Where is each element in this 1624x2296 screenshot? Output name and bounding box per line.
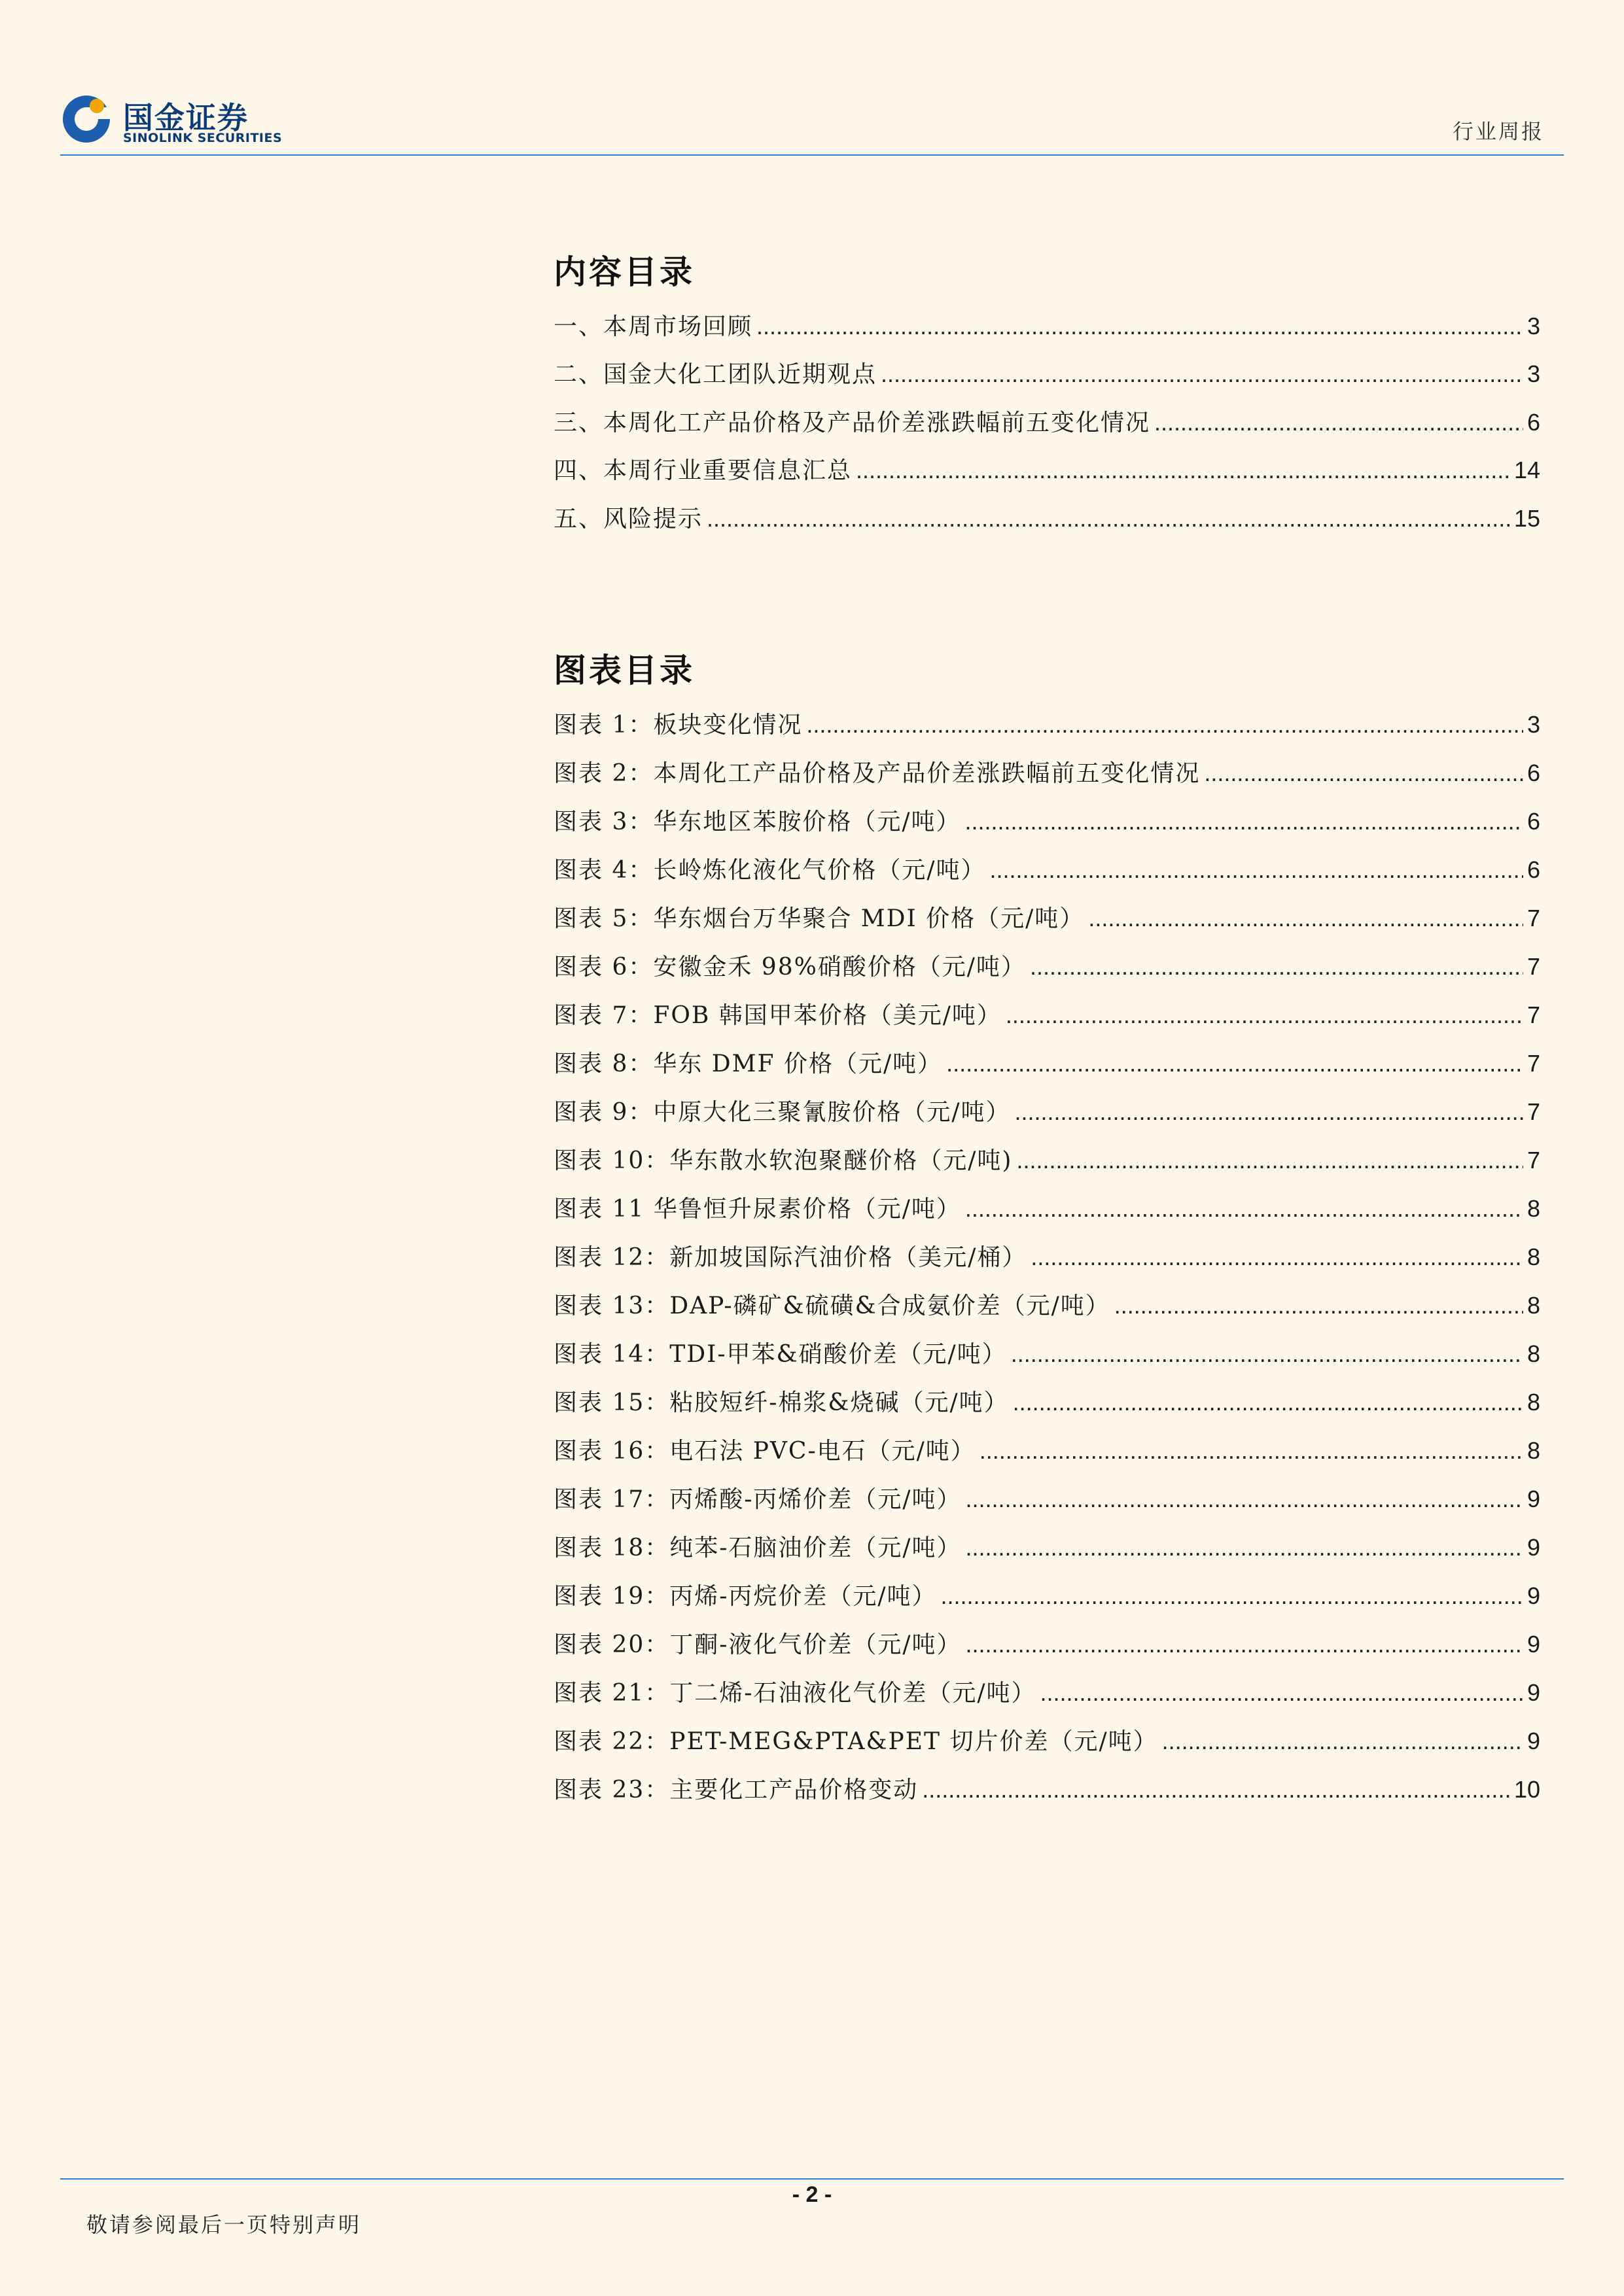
figure-entry-label: 图表 21：丁二烯-石油液化气价差（元/吨） — [554, 1680, 1036, 1707]
figure-entry-page: 8 — [1527, 1389, 1540, 1416]
figure-entry-label: 图表 6：安徽金禾 98%硝酸价格（元/吨） — [554, 954, 1026, 981]
figure-entry-label: 图表 4：长岭炼化液化气价格（元/吨） — [554, 857, 986, 884]
toc-entry-label: 五、风险提示 — [554, 505, 703, 532]
figure-entry-label: 图表 7：FOB 韩国甲苯价格（美元/吨） — [554, 1002, 1002, 1029]
figure-entry-label: 图表 19：丙烯-丙烷价差（元/吨） — [554, 1583, 937, 1610]
dot-leader — [1204, 749, 1523, 797]
figure-entry[interactable] — [554, 1281, 1540, 1330]
figure-entry-page: 8 — [1527, 1195, 1540, 1222]
figure-entry-label: 图表 8：华东 DMF 价格（元/吨） — [554, 1051, 943, 1077]
figure-entry-page: 7 — [1527, 1147, 1540, 1174]
dot-leader — [980, 1427, 1523, 1475]
dot-leader — [856, 446, 1510, 494]
header-divider — [60, 154, 1564, 156]
dot-leader — [1031, 1233, 1523, 1281]
dot-leader — [756, 302, 1523, 350]
figure-entry-page: 9 — [1527, 1582, 1540, 1609]
dot-leader — [946, 1039, 1523, 1088]
figure-entry[interactable] — [554, 1088, 1540, 1136]
figure-entry[interactable] — [554, 1475, 1540, 1523]
table-of-contents — [554, 246, 1540, 542]
figure-entry-page: 8 — [1527, 1292, 1540, 1319]
figure-entry-label: 图表 11 华鲁恒升尿素价格（元/吨） — [554, 1196, 961, 1223]
figure-entry[interactable] — [554, 1765, 1540, 1814]
figure-entry-label: 图表 16：电石法 PVC-电石（元/吨） — [554, 1438, 976, 1465]
figure-entry-label: 图表 20：丁酮-液化气价差（元/吨） — [554, 1631, 962, 1658]
toc-entry[interactable] — [554, 350, 1540, 398]
toc-entry-label: 二、国金大化工团队近期观点 — [554, 361, 877, 389]
figure-entry-page: 7 — [1527, 1050, 1540, 1077]
figure-entry[interactable] — [554, 1378, 1540, 1427]
sinolink-logo-icon — [60, 93, 113, 145]
toc-entry-label: 三、本周化工产品价格及产品价差涨跌幅前五变化情况 — [554, 409, 1151, 436]
figure-entry-page: 8 — [1527, 1244, 1540, 1270]
figure-entry[interactable] — [554, 1136, 1540, 1185]
disclaimer-text: 敬请参阅最后一页特别声明 — [86, 2212, 362, 2237]
dot-leader — [966, 1523, 1523, 1572]
page-number: - 2 - — [792, 2182, 832, 2207]
toc-entry-page: 6 — [1527, 408, 1540, 436]
figure-entry-label: 图表 2：本周化工产品价格及产品价差涨跌幅前五变化情况 — [554, 760, 1201, 787]
figure-list — [554, 701, 1540, 1814]
footer-divider — [60, 2178, 1564, 2180]
figure-entry-page: 9 — [1527, 1534, 1540, 1561]
figure-entry-label: 图表 18：纯苯-石脑油价差（元/吨） — [554, 1535, 962, 1561]
figure-entry-label: 图表 9：中原大化三聚氰胺价格（元/吨） — [554, 1099, 1011, 1126]
dot-leader — [1114, 1281, 1523, 1330]
dot-leader — [1162, 1717, 1523, 1765]
dot-leader — [989, 846, 1523, 894]
dot-leader — [1013, 1378, 1523, 1427]
figure-entry-label: 图表 13：DAP-磷矿&硫磺&合成氨价差（元/吨） — [554, 1293, 1110, 1319]
company-logo — [60, 92, 296, 149]
figure-entry-label: 图表 22：PET-MEG&PTA&PET 切片价差（元/吨） — [554, 1728, 1158, 1755]
figure-entry[interactable] — [554, 749, 1540, 797]
toc-entry[interactable] — [554, 495, 1540, 542]
toc-list — [554, 302, 1540, 542]
toc-entry[interactable] — [554, 302, 1540, 350]
toc-entry-page: 3 — [1527, 313, 1540, 339]
logo-chinese-name: 国金证券 — [123, 100, 249, 135]
figure-entry[interactable] — [554, 1523, 1540, 1572]
figure-entry-label: 图表 10：华东散水软泡聚醚价格（元/吨) — [554, 1147, 1013, 1174]
figure-entry-label: 图表 14：TDI-甲苯&硝酸价差（元/吨） — [554, 1341, 1007, 1368]
toc-title: 内容目录 — [554, 252, 695, 291]
figure-entry-label: 图表 5：华东烟台万华聚合 MDI 价格（元/吨） — [554, 905, 1085, 932]
toc-entry[interactable] — [554, 446, 1540, 494]
dot-leader — [881, 350, 1523, 398]
dot-leader — [1030, 943, 1523, 991]
figure-entry[interactable] — [554, 1572, 1540, 1620]
dot-leader — [1006, 991, 1523, 1039]
dot-leader — [922, 1765, 1510, 1814]
figure-entry[interactable] — [554, 1427, 1540, 1475]
figure-entry-label: 图表 12：新加坡国际汽油价格（美元/桶） — [554, 1244, 1027, 1271]
figure-entry-page: 9 — [1527, 1679, 1540, 1706]
figure-entry-page: 7 — [1527, 953, 1540, 980]
figure-entry-page: 6 — [1527, 759, 1540, 786]
figure-index — [554, 644, 1540, 1814]
figure-entry-page: 10 — [1513, 1776, 1540, 1803]
figure-entry-page: 7 — [1527, 1098, 1540, 1125]
toc-entry-page: 3 — [1527, 360, 1540, 388]
dot-leader — [966, 1475, 1523, 1523]
figure-entry-page: 7 — [1527, 1001, 1540, 1028]
figure-entry-page: 3 — [1527, 711, 1540, 738]
figure-index-title: 图表目录 — [554, 651, 695, 689]
figure-entry[interactable] — [554, 894, 1540, 943]
figure-entry[interactable] — [554, 1717, 1540, 1765]
dot-leader — [1154, 398, 1523, 446]
figure-entry[interactable] — [554, 1669, 1540, 1717]
toc-entry-page: 14 — [1513, 457, 1540, 484]
figure-entry-page: 8 — [1527, 1437, 1540, 1464]
figure-entry-page: 7 — [1527, 905, 1540, 931]
dot-leader — [966, 1620, 1523, 1669]
figure-entry[interactable] — [554, 797, 1540, 846]
dot-leader — [1016, 1136, 1523, 1185]
figure-entry[interactable] — [554, 846, 1540, 894]
dot-leader — [965, 1185, 1523, 1233]
dot-leader — [1011, 1330, 1523, 1378]
toc-entry-page: 15 — [1513, 504, 1540, 532]
toc-entry-label: 四、本周行业重要信息汇总 — [554, 457, 853, 485]
figure-entry-label: 图表 17：丙烯酸-丙烯价差（元/吨） — [554, 1486, 962, 1513]
dot-leader — [707, 495, 1510, 542]
figure-entry[interactable] — [554, 1233, 1540, 1281]
figure-entry-page: 9 — [1527, 1728, 1540, 1754]
figure-entry-page: 9 — [1527, 1486, 1540, 1512]
dot-leader — [806, 701, 1523, 749]
dot-leader — [964, 797, 1523, 846]
figure-entry-page: 6 — [1527, 808, 1540, 835]
figure-entry[interactable] — [554, 991, 1540, 1039]
figure-entry-label: 图表 15：粘胶短纤-棉浆&烧碱（元/吨） — [554, 1389, 1009, 1416]
figure-entry-label: 图表 3：华东地区苯胺价格（元/吨） — [554, 809, 961, 835]
toc-entry-label: 一、本周市场回顾 — [554, 313, 753, 340]
figure-entry[interactable] — [554, 701, 1540, 749]
figure-entry-page: 6 — [1527, 856, 1540, 883]
dot-leader — [1040, 1669, 1523, 1717]
figure-entry[interactable] — [554, 943, 1540, 991]
report-type-label: 行业周报 — [1452, 119, 1544, 144]
dot-leader — [1014, 1088, 1523, 1136]
dot-leader — [1088, 894, 1523, 943]
dot-leader — [941, 1572, 1523, 1620]
figure-entry[interactable] — [554, 1330, 1540, 1378]
figure-entry-label: 图表 1：板块变化情况 — [554, 712, 803, 739]
logo-english-name: SINOLINK SECURITIES — [123, 131, 283, 145]
figure-entry-page: 9 — [1527, 1631, 1540, 1658]
figure-entry[interactable] — [554, 1185, 1540, 1233]
toc-entry[interactable] — [554, 398, 1540, 446]
figure-entry-page: 8 — [1527, 1340, 1540, 1367]
figure-entry[interactable] — [554, 1620, 1540, 1669]
figure-entry[interactable] — [554, 1039, 1540, 1088]
figure-entry-label: 图表 23：主要化工产品价格变动 — [554, 1777, 919, 1803]
